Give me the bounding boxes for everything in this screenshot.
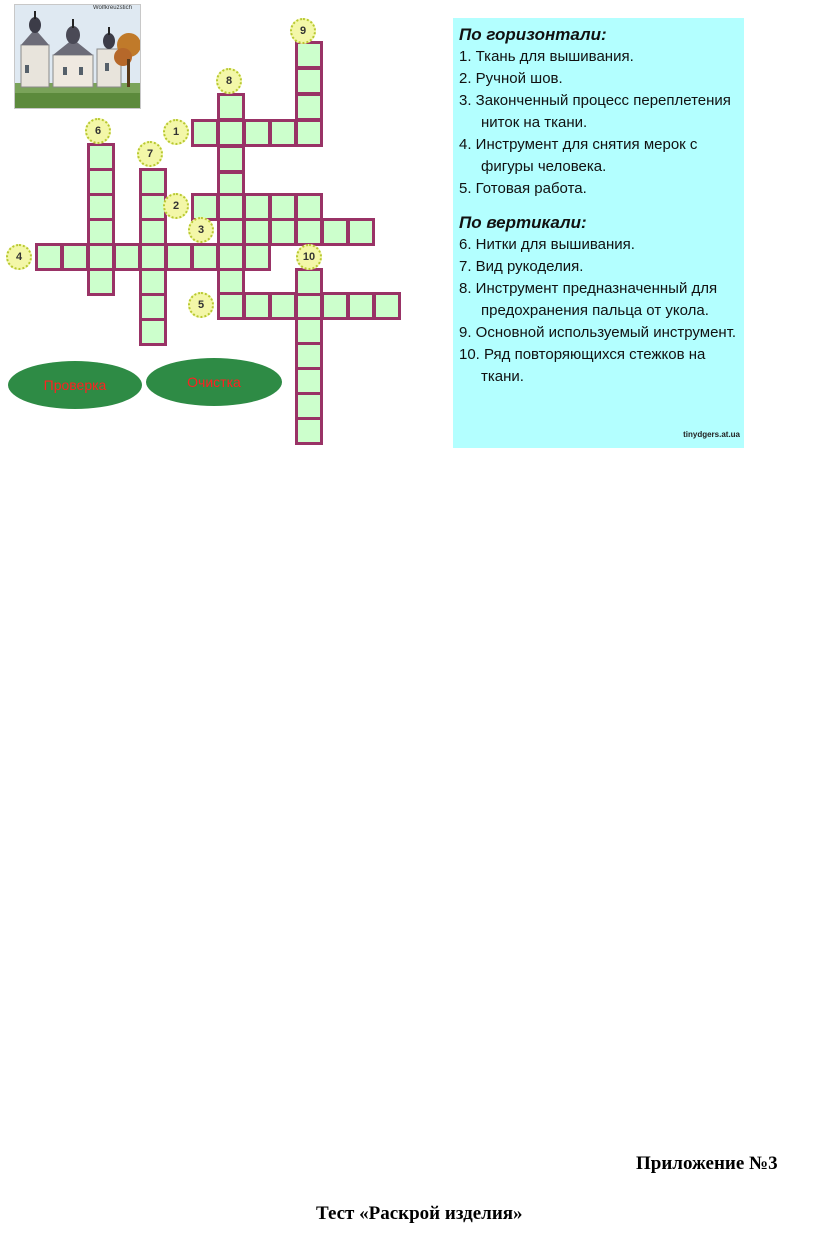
- crossword-cell[interactable]: [321, 218, 349, 246]
- crossword-cell[interactable]: [139, 168, 167, 196]
- clue-vertical-6: 6. Нитки для вышивания.: [459, 236, 635, 253]
- clue-vertical-7: 7. Вид рукоделия.: [459, 258, 584, 275]
- clue-horizontal-4: 4. Инструмент для снятия мерок с фигуры человека.: [459, 136, 698, 175]
- crossword-cell[interactable]: [87, 193, 115, 221]
- clue-horizontal-2: 2. Ручной шов.: [459, 70, 563, 87]
- crossword-cell[interactable]: [87, 243, 115, 271]
- number-badge-9: 9: [290, 18, 316, 44]
- crossword-cell[interactable]: [295, 193, 323, 221]
- crossword-cell[interactable]: [243, 243, 271, 271]
- crossword-cell[interactable]: [87, 168, 115, 196]
- number-badge-5: 5: [188, 292, 214, 318]
- crossword-cell[interactable]: [139, 318, 167, 346]
- clues-panel: [453, 18, 744, 448]
- crossword-cell[interactable]: [35, 243, 63, 271]
- crossword-cell[interactable]: [139, 243, 167, 271]
- crossword-cell[interactable]: [217, 93, 245, 121]
- appendix-label: Приложение №3: [636, 1153, 778, 1174]
- clue-horizontal-1: 1. Ткань для вышивания.: [459, 48, 634, 65]
- crossword-cell[interactable]: [295, 67, 323, 95]
- clue-vertical-10: 10. Ряд повторяющихся стежков на ткани.: [459, 346, 706, 385]
- crossword-cell[interactable]: [243, 119, 271, 147]
- crossword-cell[interactable]: [295, 342, 323, 370]
- crossword-cell[interactable]: [243, 193, 271, 221]
- horizontal-heading: По горизонтали:: [459, 25, 607, 44]
- crossword-cell[interactable]: [217, 267, 245, 295]
- church-image: [15, 5, 140, 108]
- number-badge-1: 1: [163, 119, 189, 145]
- crossword-cell[interactable]: [243, 292, 271, 320]
- crossword-cell[interactable]: [295, 41, 323, 69]
- crossword-cell[interactable]: [217, 292, 245, 320]
- crossword-cell[interactable]: [191, 119, 219, 147]
- crossword-cell[interactable]: [295, 317, 323, 345]
- number-badge-7: 7: [137, 141, 163, 167]
- number-badge-6: 6: [85, 118, 111, 144]
- crossword-cell[interactable]: [295, 93, 323, 121]
- number-badge-8: 8: [216, 68, 242, 94]
- crossword-cell[interactable]: [295, 292, 323, 320]
- crossword-cell[interactable]: [139, 293, 167, 321]
- crossword-cell[interactable]: [217, 145, 245, 173]
- crossword-cell[interactable]: [87, 218, 115, 246]
- crossword-cell[interactable]: [295, 417, 323, 445]
- crossword-grid: [0, 0, 420, 450]
- crossword-cell[interactable]: [87, 268, 115, 296]
- crossword-cell[interactable]: [269, 193, 297, 221]
- clue-vertical-8: 8. Инструмент предназначенный для предохранения пальца от укола.: [459, 280, 718, 319]
- number-badge-3: 3: [188, 217, 214, 243]
- crossword-cell[interactable]: [165, 243, 193, 271]
- clear-button[interactable]: Очистка: [146, 358, 282, 406]
- crossword-cell[interactable]: [87, 143, 115, 171]
- crossword-cell[interactable]: [61, 243, 89, 271]
- clue-vertical-9: 9. Основной используемый инструмент.: [459, 324, 737, 341]
- crossword-cell[interactable]: [217, 243, 245, 271]
- crossword-cell[interactable]: [269, 218, 297, 246]
- number-badge-4: 4: [6, 244, 32, 270]
- check-button[interactable]: Проверка: [8, 361, 142, 409]
- crossword-cell[interactable]: [295, 367, 323, 395]
- crossword-cell[interactable]: [295, 392, 323, 420]
- crossword-cell[interactable]: [269, 292, 297, 320]
- crossword-cell[interactable]: [347, 292, 375, 320]
- crossword-cell[interactable]: [373, 292, 401, 320]
- crossword-cell[interactable]: [217, 218, 245, 246]
- number-badge-10: 10: [296, 244, 322, 270]
- site-watermark: tinydgers.at.ua: [683, 430, 740, 439]
- crossword-cell[interactable]: [295, 218, 323, 246]
- crossword-cell[interactable]: [321, 292, 349, 320]
- crossword-cell[interactable]: [139, 218, 167, 246]
- clue-horizontal-3: 3. Законченный процесс переплетения ниток на ткани.: [459, 92, 731, 131]
- number-badge-2: 2: [163, 193, 189, 219]
- crossword-cell[interactable]: [113, 243, 141, 271]
- crossword-cell[interactable]: [191, 243, 219, 271]
- picture-caption: Wolfkreuzstich: [93, 5, 132, 11]
- test-title: Тест «Раскрой изделия»: [316, 1203, 523, 1224]
- crossword-cell[interactable]: [217, 119, 245, 147]
- crossword-cell[interactable]: [139, 268, 167, 296]
- vertical-heading: По вертикали:: [459, 213, 587, 232]
- clue-horizontal-5: 5. Готовая работа.: [459, 180, 587, 197]
- church-picture: [14, 4, 141, 109]
- crossword-cell[interactable]: [347, 218, 375, 246]
- crossword-cell[interactable]: [295, 119, 323, 147]
- crossword-cell[interactable]: [295, 268, 323, 296]
- crossword-cell[interactable]: [243, 218, 271, 246]
- crossword-cell[interactable]: [269, 119, 297, 147]
- crossword-cell[interactable]: [217, 193, 245, 221]
